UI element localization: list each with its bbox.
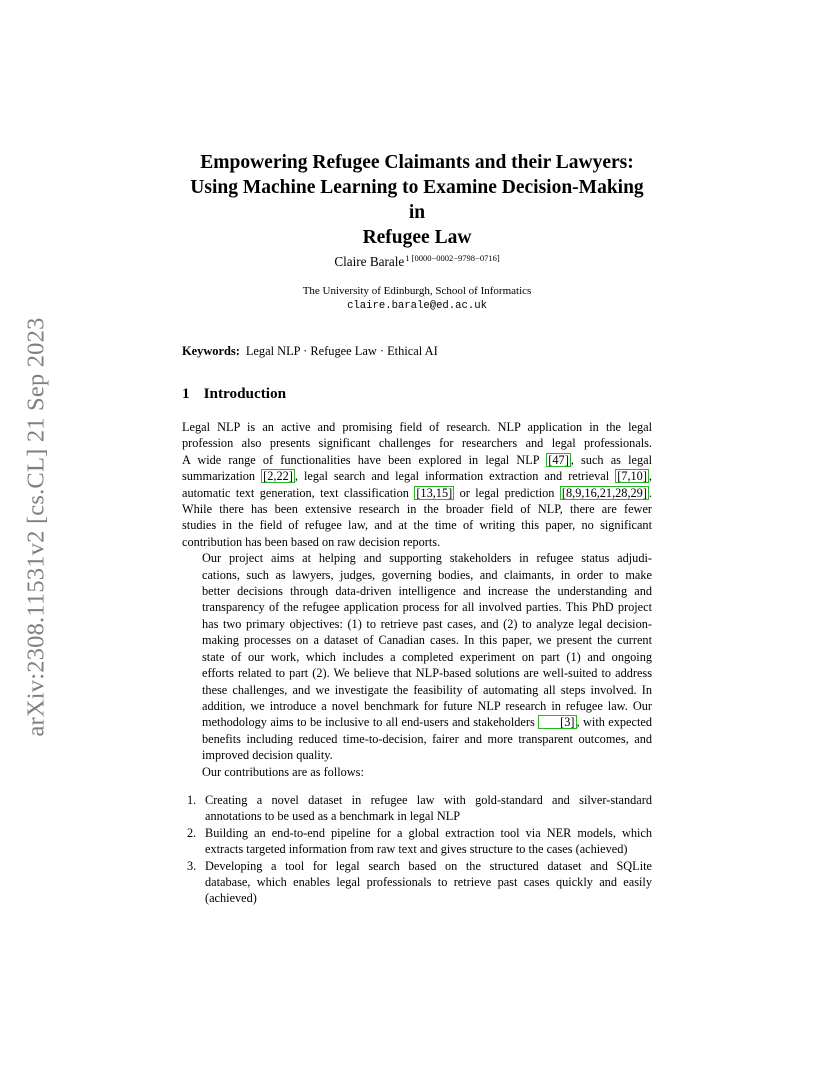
paragraph-1 xyxy=(182,419,652,550)
text-line: Legal NLP is an active and promising field of research. NLP application in the legal xyxy=(182,420,652,434)
paragraph-3: Our contributions are as follows: xyxy=(202,764,364,779)
list-item xyxy=(182,792,652,825)
text-line: Building an end-to-end pipeline for a global extraction tool via NER models, which xyxy=(205,825,652,840)
text-line: has two primary objectives: (1) to retrieve past cases, and (2) to analyze legal decision- xyxy=(202,616,652,631)
title-line-1: Empowering Refugee Claimants and their Lawyers: xyxy=(200,152,634,173)
text-line: improved decision quality. xyxy=(202,748,333,763)
section-body xyxy=(182,419,652,907)
paper-title xyxy=(182,150,652,250)
list-marker: 2. xyxy=(187,825,197,840)
text-line: addition, we introduce a novel benchmark for future NLP research in refugee law. Our xyxy=(202,698,652,713)
text-line: extracts targeted information from raw text and gives structure to the cases (achieved) xyxy=(205,842,628,857)
text-line: state of our work, which includes a completed experiment on part (1) and ongoing xyxy=(202,649,652,664)
citation-link[interactable]: [2,22] xyxy=(263,469,293,484)
citation-link[interactable]: [47] xyxy=(548,452,569,467)
citation-link[interactable]: [7,10] xyxy=(617,469,647,484)
list-marker: 3. xyxy=(187,858,197,873)
title-line-3: Refugee Law xyxy=(362,227,472,248)
text-line: Creating a novel dataset in refugee law with gold-standard and silver-standard xyxy=(205,792,652,807)
list-marker: 1. xyxy=(187,792,197,807)
text-line: efforts related to part (2). We believe that NLP-based solutions are well-suited to address xyxy=(202,666,652,681)
text-line: Our project aims at helping and supporting stakeholders in refugee status adjudi- xyxy=(202,551,652,566)
list-item xyxy=(182,858,652,907)
text-line: A wide range of functionalities have been explored in legal NLP [47] , such as legal xyxy=(182,452,652,467)
section-number: 1 xyxy=(182,385,190,402)
paragraph-2 xyxy=(182,550,652,763)
text-line: Developing a tool for legal search based on the structured dataset and SQLite xyxy=(205,858,652,873)
text-line: summarization [2,22] , legal search and legal information extraction and retrieval [7,10] , xyxy=(182,469,652,484)
author-email[interactable]: claire.barale@ed.ac.uk xyxy=(347,300,487,312)
citation-link[interactable]: [13,15] xyxy=(416,485,453,500)
text-line: methodology aims to be inclusive to all end-users and stakeholders [3] , with expected xyxy=(202,715,652,730)
affiliation-block xyxy=(182,284,652,314)
citation-link[interactable]: [8,9,16,21,28,29] xyxy=(561,485,647,500)
keywords-list: Legal NLP · Refugee Law · Ethical AI xyxy=(245,344,438,358)
arxiv-identifier: arXiv:2308.11531v2 [cs.CL] 21 Sep 2023 xyxy=(23,317,51,737)
keywords-label: Keywords: xyxy=(182,344,240,358)
text-line: benefits including reduced time-to-decision, fairer and more transparent outcomes, and xyxy=(202,731,652,746)
text-line: these challenges, and we investigate the feasibility of automating all steps involved. In xyxy=(202,682,652,697)
author-name: Claire Barale xyxy=(334,254,405,269)
text-line: transparency of the refugee application process for all involved parties. This PhD project xyxy=(202,600,652,615)
text-line: contribution has been based on raw decision reports. xyxy=(182,534,441,549)
text-line: (achieved) xyxy=(205,891,257,906)
title-line-2: Using Machine Learning to Examine Decision-Making in xyxy=(190,177,644,223)
text-line: database, which enables legal professionals to retrieve past cases quickly and easily xyxy=(205,874,652,889)
keywords xyxy=(182,344,652,359)
text-line: making processes on a dataset of Canadian cases. In this paper, we present the current xyxy=(202,633,652,648)
section-title: Introduction xyxy=(203,385,287,402)
list-item xyxy=(182,825,652,858)
text-line: annotations to be used as a benchmark in legal NLP xyxy=(205,809,461,824)
text-line: studies in the field of refugee law, and at the time of writing this paper, no significant xyxy=(182,518,652,533)
text-line: profession also presents significant challenges for researchers and legal professionals. xyxy=(182,436,652,451)
author-orcid: 1 [0000−0002−9798−0716] xyxy=(405,253,500,263)
text-line: While there has been extensive research in the broader field of NLP, there are fewer xyxy=(182,502,652,517)
text-line: better decisions through data-driven intelligence and increase the understanding and xyxy=(202,584,652,599)
contributions-list xyxy=(182,792,652,907)
section-heading xyxy=(182,385,652,403)
affiliation: The University of Edinburgh, School of Informatics xyxy=(302,285,532,297)
arxiv-sidebar xyxy=(20,292,54,762)
text-line: cations, such as lawyers, judges, governing bodies, and claimants, in order to make xyxy=(202,567,652,582)
text-line: automatic text generation, text classification [13,15] or legal prediction [8,9,16,21,28,29] . xyxy=(182,485,652,500)
author-block xyxy=(182,253,652,270)
citation-link[interactable]: [3] xyxy=(538,715,576,729)
